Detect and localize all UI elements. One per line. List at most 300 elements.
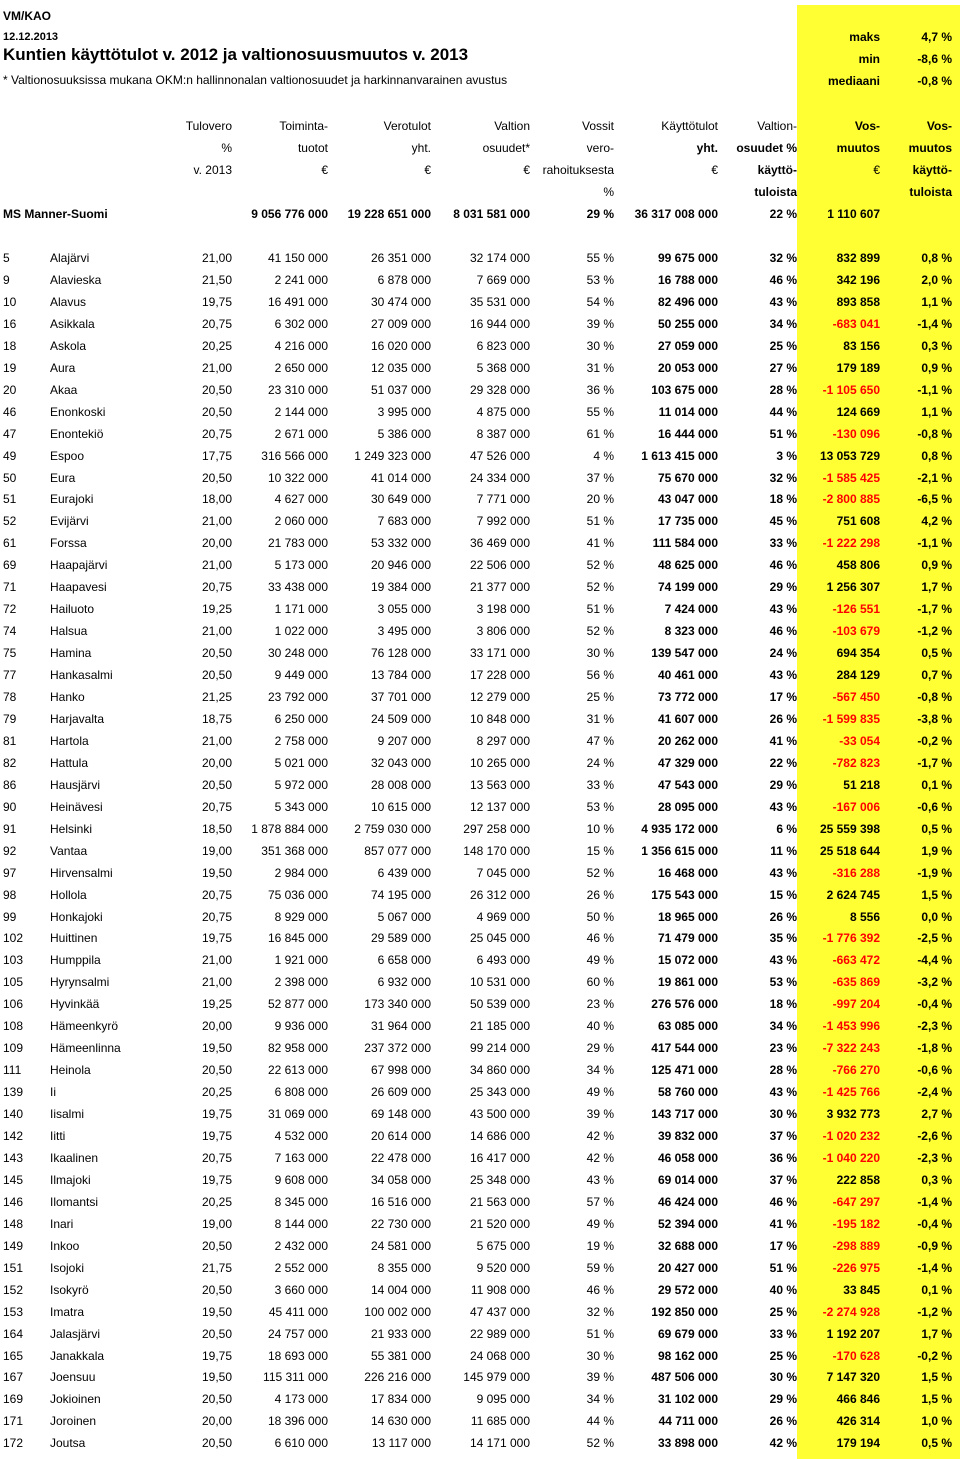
cell-operating-income: 33 438 000 <box>267 580 328 595</box>
cell-tax-revenue: 30 649 000 <box>370 492 431 507</box>
cell-change-eur: -647 297 <box>832 1194 880 1209</box>
cell-change-eur: 832 899 <box>836 251 880 265</box>
cell-vossit-pct: 31 % <box>586 360 614 375</box>
cell-change-eur: -1 453 996 <box>822 1019 880 1034</box>
table-row <box>0 730 960 752</box>
cell-change-pct: 1,1 % <box>921 294 952 309</box>
cell-change-eur: 51 218 <box>843 777 880 792</box>
cell-vossit-pct: 49 % <box>586 1216 614 1231</box>
table-row <box>0 269 960 291</box>
cell-state-subsidies: 12 137 000 <box>469 799 530 814</box>
cell-change-eur: -683 041 <box>832 316 880 331</box>
cell-vossit-pct: 10 % <box>586 821 614 836</box>
cell-vossit-pct: 52 % <box>586 1436 614 1451</box>
cell-change-eur: -226 975 <box>832 1260 880 1275</box>
cell-vossit-pct: 61 % <box>586 426 614 441</box>
cell-operating-income: 3 660 000 <box>274 1282 328 1297</box>
cell-municipality: Hirvensalmi <box>50 865 113 880</box>
cell-total-income: 27 059 000 <box>657 338 718 353</box>
cell-code: 61 <box>3 536 17 551</box>
cell-tax-rate: 19,75 <box>201 1348 232 1363</box>
cell-subsidy-pct: 29 % <box>769 580 797 595</box>
cell-tax-revenue: 74 195 000 <box>370 887 431 902</box>
cell-code: 169 <box>3 1392 24 1407</box>
cell-change-pct: -2,3 % <box>917 1019 952 1034</box>
table-row <box>0 1345 960 1367</box>
cell-operating-income: 1 921 000 <box>274 953 328 968</box>
cell-state-subsidies: 25 343 000 <box>469 1085 530 1100</box>
cell-change-pct: 1,5 % <box>921 887 952 902</box>
cell-code: 108 <box>3 1019 24 1034</box>
cell-operating-income: 18 396 000 <box>267 1414 328 1429</box>
cell-municipality: Ilomantsi <box>50 1194 99 1209</box>
cell-tax-rate: 20,25 <box>201 1085 232 1100</box>
cell-code: 152 <box>3 1282 24 1297</box>
cell-tax-revenue: 16 516 000 <box>370 1194 431 1209</box>
cell-vossit-pct: 42 % <box>586 1150 614 1165</box>
cell-state-subsidies: 24 068 000 <box>469 1348 530 1363</box>
cell-code: 148 <box>3 1216 24 1231</box>
cell-operating-income: 45 411 000 <box>268 1304 328 1319</box>
col-header-valtionosuus-pct: Valtion- <box>757 119 797 133</box>
cell-state-subsidies: 297 258 000 <box>463 821 530 836</box>
cell-operating-income: 16 491 000 <box>267 294 328 309</box>
cell-tax-rate: 21,00 <box>201 953 232 968</box>
cell-change-eur: 25 518 644 <box>819 843 880 858</box>
cell-change-eur: -316 288 <box>832 865 880 880</box>
cell-total-income: 111 584 000 <box>652 536 718 551</box>
cell-tax-revenue: 13 117 000 <box>371 1436 431 1451</box>
table-row <box>0 1037 960 1059</box>
cell-vossit-pct: 37 % <box>586 470 614 485</box>
cell-tax-rate: 20,50 <box>201 1238 232 1253</box>
cell-state-subsidies: 6 823 000 <box>476 338 530 353</box>
table-row <box>0 1103 960 1125</box>
cell-subsidy-pct: 28 % <box>769 1063 797 1078</box>
cell-subsidy-pct: 43 % <box>769 668 797 683</box>
cell-state-subsidies: 3 198 000 <box>476 602 530 617</box>
cell-state-subsidies: 8 297 000 <box>476 733 530 748</box>
cell-municipality: Hankasalmi <box>50 668 113 683</box>
cell-code: 69 <box>3 558 17 573</box>
cell-vossit-pct: 53 % <box>586 799 614 814</box>
cell-subsidy-pct: 15 % <box>769 887 797 902</box>
cell-municipality: Askola <box>50 338 87 353</box>
cell-total-income: 11 014 000 <box>658 404 718 419</box>
total-label: MS Manner-Suomi <box>3 207 108 221</box>
cell-vossit-pct: 39 % <box>586 316 614 331</box>
cell-total-income: 20 053 000 <box>657 360 718 375</box>
cell-municipality: Isojoki <box>50 1260 85 1275</box>
cell-operating-income: 2 398 000 <box>274 975 328 990</box>
cell-change-pct: -0,4 % <box>917 997 952 1012</box>
cell-tax-revenue: 55 381 000 <box>370 1348 431 1363</box>
cell-municipality: Haapavesi <box>50 580 107 595</box>
cell-tax-revenue: 5 067 000 <box>377 909 431 924</box>
cell-code: 81 <box>3 733 17 748</box>
cell-code: 86 <box>3 777 17 792</box>
cell-total-income: 487 506 000 <box>651 1370 718 1385</box>
table-row <box>0 1257 960 1279</box>
cell-tax-rate: 20,25 <box>201 1194 232 1209</box>
cell-change-eur: -1 425 766 <box>822 1085 880 1100</box>
cell-state-subsidies: 33 171 000 <box>469 646 530 661</box>
table-row <box>0 379 960 401</box>
cell-municipality: Humppila <box>50 953 101 968</box>
cell-code: 146 <box>3 1194 24 1209</box>
cell-change-pct: -1,7 % <box>917 602 952 617</box>
cell-change-eur: -766 270 <box>832 1063 880 1078</box>
table-row <box>0 576 960 598</box>
cell-municipality: Espoo <box>50 448 85 463</box>
cell-total-income: 175 543 000 <box>651 887 718 902</box>
cell-tax-revenue: 51 037 000 <box>370 382 431 397</box>
cell-state-subsidies: 7 771 000 <box>476 492 530 507</box>
cell-municipality: Joutsa <box>50 1436 86 1451</box>
cell-tax-revenue: 6 878 000 <box>377 272 431 287</box>
col-header-vos-muutos: Vos- <box>854 119 880 133</box>
stat-min-label: min <box>858 52 880 66</box>
cell-code: 171 <box>3 1414 24 1429</box>
cell-code: 46 <box>3 404 17 419</box>
cell-state-subsidies: 11 685 000 <box>470 1414 530 1429</box>
cell-tax-revenue: 226 216 000 <box>364 1370 431 1385</box>
cell-total-income: 73 772 000 <box>657 690 718 704</box>
cell-tax-rate: 19,25 <box>201 602 232 617</box>
cell-change-pct: 1,0 % <box>921 1414 952 1429</box>
col-header-kayttotulot: Käyttötulot <box>661 119 718 133</box>
cell-change-eur: 3 932 773 <box>826 1107 880 1122</box>
cell-operating-income: 8 144 000 <box>274 1216 328 1231</box>
cell-change-eur: 33 845 <box>843 1282 880 1297</box>
cell-change-pct: -0,6 % <box>917 799 952 814</box>
cell-change-pct: -1,4 % <box>917 1260 952 1275</box>
cell-operating-income: 1 878 884 000 <box>251 821 328 836</box>
cell-total-income: 17 735 000 <box>657 514 718 529</box>
cell-tax-rate: 19,25 <box>201 997 232 1012</box>
cell-change-pct: -1,4 % <box>917 1194 952 1209</box>
cell-total-income: 75 670 000 <box>657 470 718 485</box>
cell-total-income: 417 544 000 <box>651 1041 718 1056</box>
cell-state-subsidies: 5 675 000 <box>476 1238 530 1253</box>
cell-state-subsidies: 4 875 000 <box>476 404 530 419</box>
cell-total-income: 74 199 000 <box>657 580 718 595</box>
cell-operating-income: 9 449 000 <box>274 668 328 683</box>
cell-change-pct: 1,7 % <box>921 1326 952 1341</box>
cell-municipality: Alajärvi <box>50 251 90 265</box>
cell-operating-income: 8 345 000 <box>274 1194 328 1209</box>
cell-tax-rate: 19,75 <box>201 931 232 946</box>
cell-state-subsidies: 47 437 000 <box>469 1304 530 1319</box>
cell-tax-rate: 20,50 <box>201 404 232 419</box>
cell-code: 77 <box>3 668 17 683</box>
cell-code: 16 <box>3 316 17 331</box>
cell-vossit-pct: 29 % <box>586 1041 614 1056</box>
cell-tax-rate: 20,50 <box>201 1392 232 1407</box>
cell-municipality: Haapajärvi <box>50 558 108 573</box>
cell-municipality: Ilmajoki <box>50 1172 91 1187</box>
cell-state-subsidies: 29 328 000 <box>469 382 530 397</box>
cell-municipality: Vantaa <box>50 843 88 858</box>
table-row <box>0 993 960 1015</box>
cell-subsidy-pct: 35 % <box>769 931 797 946</box>
cell-tax-rate: 21,75 <box>201 1260 232 1275</box>
cell-operating-income: 6 808 000 <box>274 1085 328 1100</box>
cell-operating-income: 52 877 000 <box>267 997 328 1012</box>
cell-subsidy-pct: 26 % <box>769 711 797 726</box>
cell-municipality: Joensuu <box>50 1370 96 1385</box>
cell-state-subsidies: 3 806 000 <box>476 624 530 639</box>
cell-operating-income: 4 216 000 <box>274 338 328 353</box>
cell-total-income: 69 679 000 <box>657 1326 718 1341</box>
cell-operating-income: 10 322 000 <box>267 470 328 485</box>
cell-code: 52 <box>3 514 17 529</box>
cell-tax-rate: 20,50 <box>201 470 232 485</box>
cell-vossit-pct: 59 % <box>586 1260 614 1275</box>
cell-operating-income: 4 173 000 <box>274 1392 328 1407</box>
cell-change-eur: 694 354 <box>836 646 880 661</box>
col-header-vossit: Vossit <box>581 119 614 133</box>
table-row <box>0 1432 960 1454</box>
cell-subsidy-pct: 37 % <box>769 1172 797 1187</box>
cell-tax-revenue: 5 386 000 <box>377 426 431 441</box>
cell-tax-rate: 20,75 <box>201 799 232 814</box>
cell-change-pct: -1,4 % <box>917 316 952 331</box>
cell-tax-rate: 20,50 <box>201 668 232 683</box>
cell-change-eur: 466 846 <box>836 1392 880 1407</box>
cell-change-eur: -2 274 928 <box>822 1304 880 1319</box>
table-row <box>0 488 960 510</box>
cell-subsidy-pct: 46 % <box>769 624 797 639</box>
cell-operating-income: 2 144 000 <box>274 404 328 419</box>
cell-code: 140 <box>3 1107 24 1122</box>
cell-total-income: 39 832 000 <box>657 1129 718 1143</box>
cell-state-subsidies: 22 506 000 <box>469 558 530 573</box>
cell-subsidy-pct: 45 % <box>769 514 797 529</box>
cell-tax-rate: 20,50 <box>201 777 232 792</box>
cell-change-eur: 7 147 320 <box>826 1370 880 1385</box>
cell-operating-income: 115 311 000 <box>263 1370 328 1385</box>
cell-subsidy-pct: 42 % <box>769 1436 797 1451</box>
cell-municipality: Akaa <box>50 382 78 397</box>
cell-tax-rate: 21,00 <box>201 558 232 573</box>
cell-total-income: 98 162 000 <box>657 1348 718 1363</box>
table-row <box>0 1015 960 1037</box>
cell-tax-rate: 19,75 <box>201 1172 232 1187</box>
cell-municipality: Halsua <box>50 624 88 639</box>
cell-tax-revenue: 26 351 000 <box>370 251 431 265</box>
cell-municipality: Harjavalta <box>50 711 105 726</box>
cell-change-pct: 0,0 % <box>921 909 952 924</box>
table-row <box>0 1235 960 1257</box>
cell-change-eur: 13 053 729 <box>819 448 880 463</box>
cell-subsidy-pct: 24 % <box>769 646 797 661</box>
table-row <box>0 949 960 971</box>
table-row <box>0 1125 960 1147</box>
cell-code: 78 <box>3 690 17 704</box>
cell-tax-rate: 20,50 <box>201 1063 232 1078</box>
stat-median-label: mediaani <box>827 74 880 88</box>
cell-tax-revenue: 100 002 000 <box>364 1304 431 1319</box>
cell-code: 19 <box>3 360 17 375</box>
cell-code: 151 <box>3 1260 24 1275</box>
cell-state-subsidies: 14 171 000 <box>469 1436 530 1451</box>
cell-code: 149 <box>3 1238 24 1253</box>
cell-operating-income: 23 310 000 <box>267 382 328 397</box>
cell-operating-income: 5 972 000 <box>274 777 328 792</box>
cell-vossit-pct: 39 % <box>586 1370 614 1385</box>
cell-state-subsidies: 7 669 000 <box>476 272 530 287</box>
cell-total-income: 63 085 000 <box>657 1019 718 1034</box>
cell-tax-rate: 19,75 <box>201 1129 232 1143</box>
cell-code: 50 <box>3 470 17 485</box>
cell-change-pct: -1,2 % <box>917 624 952 639</box>
cell-change-pct: -1,1 % <box>917 536 952 551</box>
cell-total-income: 1 613 415 000 <box>641 448 718 463</box>
cell-change-eur: -126 551 <box>832 602 880 617</box>
cell-code: 105 <box>3 975 24 990</box>
cell-vossit-pct: 57 % <box>586 1194 614 1209</box>
cell-change-eur: 751 608 <box>836 514 880 529</box>
cell-change-pct: -1,8 % <box>917 1041 952 1056</box>
cell-total-income: 47 329 000 <box>657 755 718 770</box>
cell-subsidy-pct: 22 % <box>769 755 797 770</box>
cell-tax-revenue: 3 995 000 <box>377 404 431 419</box>
cell-vossit-pct: 25 % <box>586 690 614 704</box>
cell-tax-revenue: 22 730 000 <box>370 1216 431 1231</box>
cell-change-pct: 0,7 % <box>921 668 952 683</box>
cell-tax-rate: 20,00 <box>201 1019 232 1034</box>
cell-state-subsidies: 24 334 000 <box>469 470 530 485</box>
cell-total-income: 16 444 000 <box>657 426 718 441</box>
cell-code: 98 <box>3 887 17 902</box>
cell-operating-income: 8 929 000 <box>274 909 328 924</box>
cell-code: 75 <box>3 646 17 661</box>
cell-municipality: Ikaalinen <box>50 1150 99 1165</box>
cell-vossit-pct: 30 % <box>586 646 614 661</box>
cell-total-income: 18 965 000 <box>657 909 718 924</box>
cell-vossit-pct: 34 % <box>586 1063 614 1078</box>
cell-tax-rate: 20,50 <box>201 1436 232 1451</box>
cell-change-eur: 179 189 <box>836 360 880 375</box>
table-row <box>0 708 960 730</box>
table-row <box>0 401 960 423</box>
cell-change-pct: -0,6 % <box>917 1063 952 1078</box>
cell-tax-revenue: 6 932 000 <box>377 975 431 990</box>
table-row <box>0 774 960 796</box>
cell-change-eur: -298 889 <box>832 1238 880 1253</box>
table-row <box>0 884 960 906</box>
cell-operating-income: 5 021 000 <box>274 755 328 770</box>
cell-change-eur: -997 204 <box>832 997 880 1012</box>
cell-vossit-pct: 36 % <box>586 382 614 397</box>
cell-change-eur: 2 624 745 <box>826 887 880 902</box>
cell-change-pct: -0,8 % <box>917 426 952 441</box>
cell-municipality: Alavus <box>50 294 87 309</box>
cell-subsidy-pct: 25 % <box>769 338 797 353</box>
cell-total-income: 4 935 172 000 <box>641 821 718 836</box>
cell-code: 71 <box>3 580 17 595</box>
cell-code: 9 <box>3 272 10 287</box>
cell-municipality: Janakkala <box>50 1348 105 1363</box>
cell-total-income: 44 711 000 <box>658 1414 718 1429</box>
table-row <box>0 1279 960 1301</box>
cell-total-income: 20 427 000 <box>657 1260 718 1275</box>
cell-change-eur: -2 800 885 <box>822 492 880 507</box>
stat-median-value: -0,8 % <box>917 74 952 88</box>
cell-subsidy-pct: 27 % <box>769 360 797 375</box>
cell-tax-rate: 20,75 <box>201 580 232 595</box>
table-row <box>0 1059 960 1081</box>
cell-vossit-pct: 40 % <box>586 1019 614 1034</box>
cell-change-eur: -195 182 <box>832 1216 880 1231</box>
table-row <box>0 1147 960 1169</box>
cell-tax-revenue: 14 004 000 <box>370 1282 431 1297</box>
cell-vossit-pct: 31 % <box>586 711 614 726</box>
cell-subsidy-pct: 33 % <box>769 1326 797 1341</box>
cell-tax-revenue: 67 998 000 <box>370 1063 431 1078</box>
cell-tax-rate: 20,75 <box>201 1150 232 1165</box>
cell-tax-revenue: 3 495 000 <box>377 624 431 639</box>
cell-operating-income: 9 608 000 <box>274 1172 328 1187</box>
cell-code: 164 <box>3 1326 24 1341</box>
cell-state-subsidies: 16 944 000 <box>469 316 530 331</box>
cell-tax-revenue: 30 474 000 <box>370 294 431 309</box>
cell-tax-revenue: 22 478 000 <box>370 1150 431 1165</box>
cell-change-pct: 0,1 % <box>921 777 952 792</box>
cell-vossit-pct: 41 % <box>586 536 614 551</box>
cell-subsidy-pct: 43 % <box>769 865 797 880</box>
cell-total-income: 31 102 000 <box>657 1392 718 1407</box>
cell-vossit-pct: 55 % <box>586 404 614 419</box>
cell-code: 20 <box>3 382 17 397</box>
cell-subsidy-pct: 51 % <box>769 1260 797 1275</box>
cell-subsidy-pct: 51 % <box>769 426 797 441</box>
cell-state-subsidies: 145 979 000 <box>463 1370 530 1385</box>
cell-tax-rate: 21,00 <box>201 975 232 990</box>
cell-subsidy-pct: 26 % <box>769 1414 797 1429</box>
cell-code: 97 <box>3 865 17 880</box>
cell-tax-revenue: 69 148 000 <box>370 1107 431 1122</box>
table-row <box>0 906 960 928</box>
table-row <box>0 1388 960 1410</box>
cell-total-income: 52 394 000 <box>657 1216 718 1231</box>
cell-state-subsidies: 16 417 000 <box>469 1150 530 1165</box>
cell-municipality: Evijärvi <box>50 514 89 529</box>
cell-operating-income: 2 758 000 <box>274 733 328 748</box>
cell-tax-revenue: 24 509 000 <box>370 711 431 726</box>
cell-subsidy-pct: 43 % <box>769 799 797 814</box>
footnote: * Valtionosuuksissa mukana OKM:n hallinnonalan valtionosuudet ja harkinnanvarainen avustus <box>3 73 508 87</box>
cell-change-eur: -33 054 <box>839 733 880 748</box>
cell-operating-income: 6 302 000 <box>274 316 328 331</box>
cell-vossit-pct: 4 % <box>593 448 614 463</box>
cell-operating-income: 6 250 000 <box>274 711 328 726</box>
cell-code: 109 <box>3 1041 24 1056</box>
cell-operating-income: 75 036 000 <box>267 887 328 902</box>
cell-operating-income: 351 368 000 <box>261 843 328 858</box>
cell-total-income: 8 323 000 <box>664 624 718 639</box>
cell-code: 106 <box>3 997 24 1012</box>
cell-subsidy-pct: 3 % <box>776 448 797 463</box>
cell-municipality: Iisalmi <box>50 1107 85 1122</box>
cell-tax-rate: 21,00 <box>201 360 232 375</box>
cell-change-eur: -167 006 <box>832 799 880 814</box>
cell-change-eur: -1 222 298 <box>822 536 880 551</box>
table-row <box>0 313 960 335</box>
cell-subsidy-pct: 33 % <box>769 536 797 551</box>
cell-code: 167 <box>3 1370 24 1385</box>
